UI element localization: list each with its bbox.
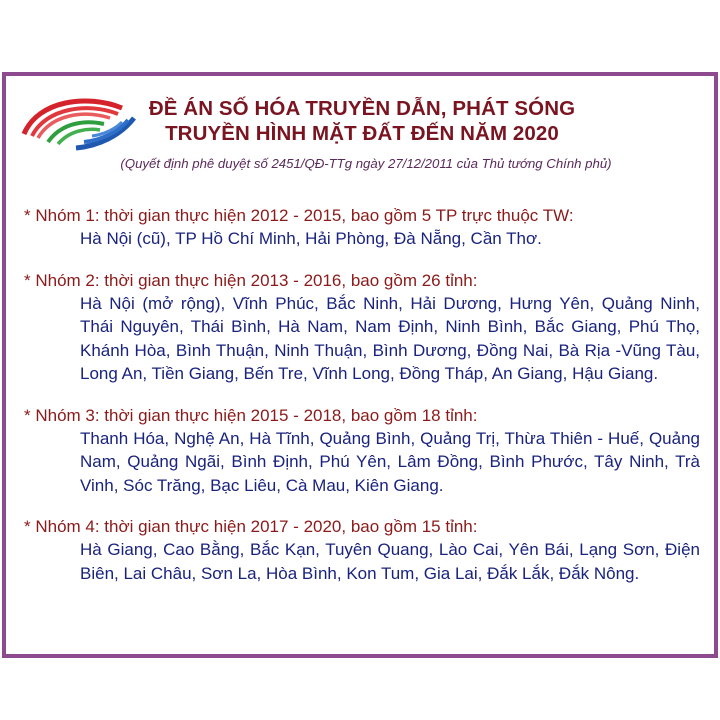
group-1 [24,204,700,251]
group-3 [24,404,700,498]
group-provinces: Hà Nội (mở rộng), Vĩnh Phúc, Bắc Ninh, Hải Dương, Hưng Yên, Quảng Ninh, Thái Nguyên, Thái Bình, Hà Nam, Nam Định, Ninh Bình, Bắc Giang, Phú Thọ, Khánh Hòa, Bình Thuận, Ninh Thuận, Bình Dương, Đồng Nai, Bà Rịa -Vũng Tàu, Long An, Tiền Giang, Bến Tre, Vĩnh Long, Đồng Tháp, An Giang, Hậu Giang. [80,293,700,383]
info-panel [2,72,718,658]
group-list [24,204,700,603]
title-line-2: TRUYỀN HÌNH MẶT ĐẤT ĐẾN NĂM 2020 [165,122,559,145]
group-2 [24,269,700,386]
group-provinces: Hà Nội (cũ), TP Hồ Chí Minh, Hải Phòng, Đà Nẵng, Cần Thơ. [80,229,542,248]
group-provinces: Thanh Hóa, Nghệ An, Hà Tĩnh, Quảng Bình, Quảng Trị, Thừa Thiên - Huế, Quảng Nam, Quảng Ngãi, Bình Định, Phú Yên, Lâm Đồng, Bình Phước, Tây Ninh, Trà Vinh, Sóc Trăng, Bạc Liêu, Cà Mau, Kiên Giang. [80,428,700,495]
group-provinces: Hà Giang, Cao Bằng, Bắc Kạn, Tuyên Quang, Lào Cai, Yên Bái, Lạng Sơn, Điện Biên, Lai Châu, Sơn La, Hòa Bình, Kon Tum, Gia Lai, Đắk Lắk, Đắk Nông. [80,540,700,583]
group-heading: * Nhóm 3: thời gian thực hiện 2015 - 2018, bao gồm 18 tỉnh: [24,405,478,425]
group-heading: * Nhóm 4: thời gian thực hiện 2017 - 2020, bao gồm 15 tỉnh: [24,517,478,536]
group-heading: * Nhóm 1: thời gian thực hiện 2012 - 2015, bao gồm 5 TP trực thuộc TW: [24,206,574,225]
title-line-1: ĐỀ ÁN SỐ HÓA TRUYỀN DẪN, PHÁT SÓNG [148,97,576,120]
group-4 [24,515,700,585]
page-title [140,96,584,146]
group-heading: * Nhóm 2: thời gian thực hiện 2013 - 2016, bao gồm 26 tỉnh: [24,270,478,290]
decision-subtitle: (Quyết định phê duyệt số 2451/QĐ-TTg ngày 27/12/2011 của Thủ tướng Chính phủ) [120,156,612,171]
broadcast-logo [18,90,140,152]
